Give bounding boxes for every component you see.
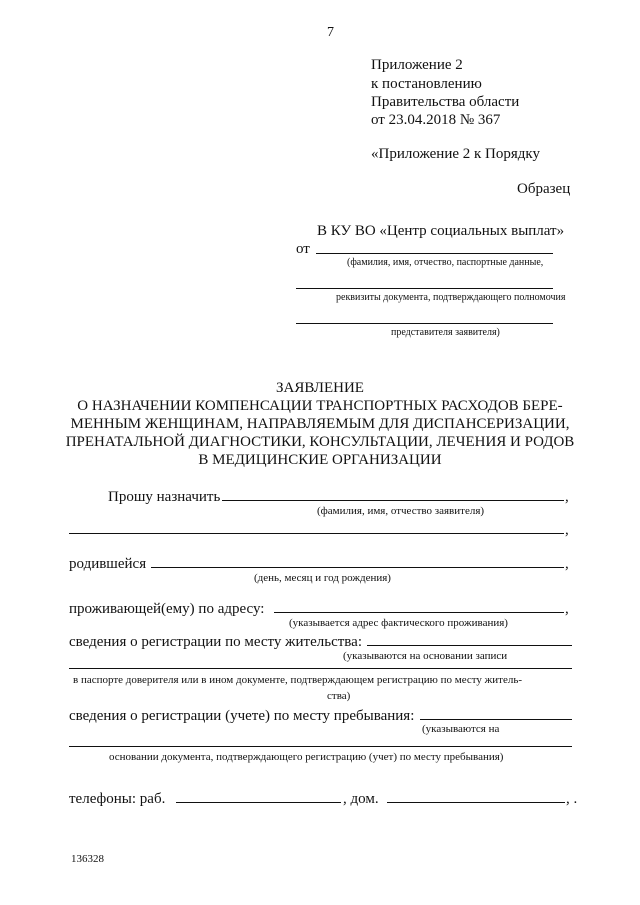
address-label: проживающей(ему) по адресу: [69,601,265,617]
page-number: 7 [327,25,334,40]
phones-label: телефоны: раб. [69,791,166,807]
born-label: родившейся [69,556,147,572]
appendix-order: «Приложение 2 к Порядку [371,146,540,162]
registration-hint-2: в паспорте доверителя или в ином документе, подтверждающем регистрацию по месту житель- [73,674,523,686]
title-line-1: ЗАЯВЛЕНИЕ [276,380,364,396]
appendix-line-2: к постановлению [371,76,482,92]
address-comma: , [565,601,569,617]
stay-label: сведения о регистрации (учете) по месту пребывания: [69,708,415,724]
name-hint: (фамилия, имя, отчество заявителя) [317,505,485,517]
appendix-line-1: Приложение 2 [371,57,463,73]
born-date-line[interactable] [151,567,564,568]
registration-label: сведения о регистрации по месту жительства: [69,634,362,650]
appendix-line-4: от 23.04.2018 № 367 [371,112,501,128]
registration-hint: (указываются на основании записи [343,650,508,662]
stay-continuation-line[interactable] [69,746,572,747]
request-label: Прошу назначить [108,489,221,505]
recipient-hint-2: реквизиты документа, подтверждающего полномочия [336,292,566,303]
address-line[interactable] [274,612,564,613]
recipient-hint-1: (фамилия, имя, отчество, паспортные данные, [347,257,544,268]
home-phone-line[interactable] [387,802,565,803]
title-line-4: ПРЕНАТАЛЬНОЙ ДИАГНОСТИКИ, КОНСУЛЬТАЦИИ, ЛЕЧЕНИЯ И РОДОВ [65,434,575,450]
sample-label: Образец [517,181,571,197]
work-phone-line[interactable] [176,802,341,803]
recipient-line-1[interactable] [316,253,553,254]
recipient-from-label: от [296,241,310,257]
born-hint: (день, месяц и год рождения) [254,572,391,584]
registration-continuation-line[interactable] [69,668,572,669]
request-name-line[interactable] [222,500,564,501]
home-phone-label: , дом. [343,791,379,807]
recipient-to: В КУ ВО «Центр социальных выплат» [317,223,565,239]
address-hint: (указывается адрес фактического проживания) [289,617,508,629]
name-continuation-line[interactable] [69,533,564,534]
name-comma: , [565,522,569,538]
recipient-line-3[interactable] [296,323,553,324]
title-line-5: В МЕДИЦИНСКИЕ ОРГАНИЗАЦИИ [198,452,442,468]
doc-code: 136328 [71,853,104,865]
title-line-3: МЕННЫМ ЖЕНЩИНАМ, НАПРАВЛЯЕМЫМ ДЛЯ ДИСПАНСЕРИЗАЦИИ, [70,416,570,432]
title-line-2: О НАЗНАЧЕНИИ КОМПЕНСАЦИИ ТРАНСПОРТНЫХ РАСХОДОВ БЕРЕ- [77,398,563,414]
stay-hint: (указываются на [422,723,500,735]
registration-line[interactable] [367,645,572,646]
recipient-hint-3: представителя заявителя) [391,327,500,338]
stay-hint-2: основании документа, подтверждающего регистрацию (учет) по месту пребывания) [109,751,504,763]
registration-hint-3: ства) [327,690,351,702]
recipient-line-2[interactable] [296,288,553,289]
request-comma: , [565,489,569,505]
born-comma: , [565,556,569,572]
end-mark: , . [566,791,578,807]
stay-line[interactable] [420,719,572,720]
appendix-line-3: Правительства области [371,94,520,110]
